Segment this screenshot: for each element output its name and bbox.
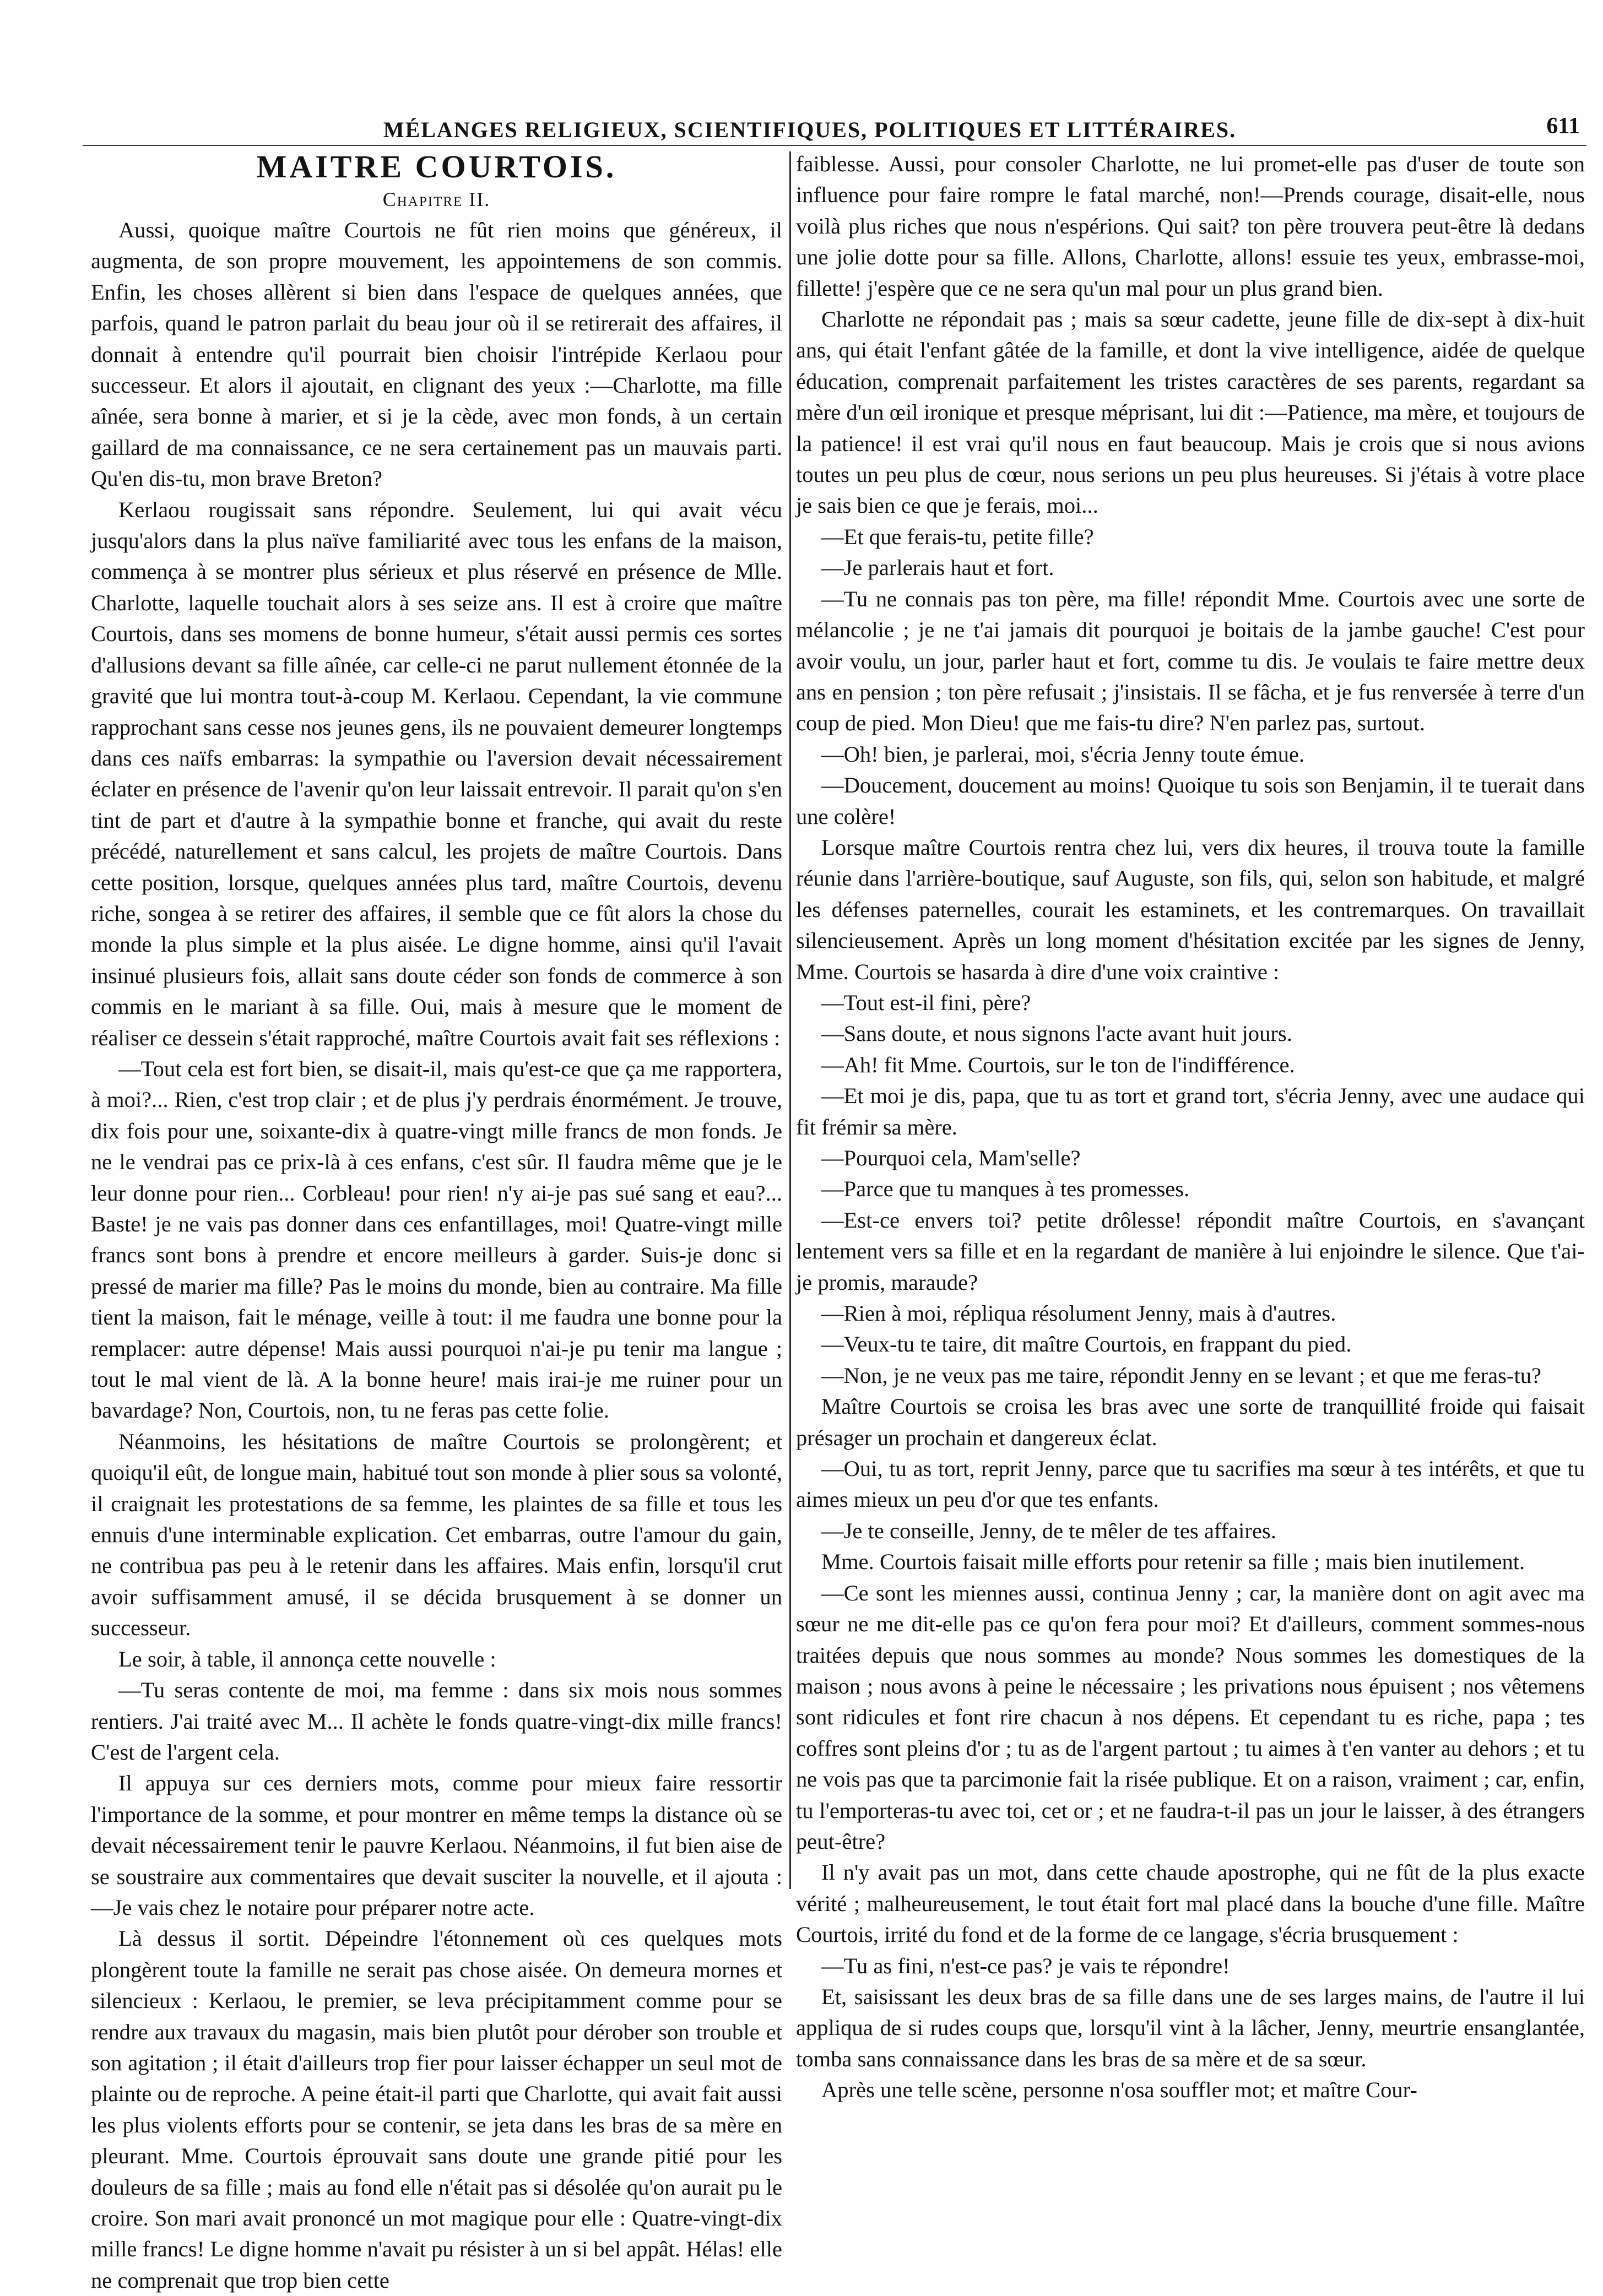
paragraph: Kerlaou rougissait sans répondre. Seulement, lui qui avait vécu jusqu'alors dans la plus naïve familiarité avec tous les enfans de la maison, commença à se montrer plus sérieux et plus réservé en présence de Mlle. Charlotte, laquelle touchait alors à ses seize ans. Il est à croire que maître Courtois, dans ses momens de bonne humeur, s'était aussi permis ces sortes d'allusions devant sa fille aînée, car celle-ci ne parut nullement étonnée de la gravité que lui montra tout-à-coup M. Kerlaou. Cependant, la vie commune rapprochant sans cesse nos jeunes gens, ils ne pouvaient demeurer longtemps dans ces naïfs embarras: la sympathie ou l'aversion devait nécessairement éclater en présence de l'avenir qu'on leur laissait entrevoir. Il parait qu'on s'en tint de part et d'autre à la sympathie bonne et franche, qui avait du reste précédé, naturellement et sans calcul, les projets de maître Courtois. Dans cette position, lorsque, quelques années plus tard, maître Courtois, devenu riche, songea à se retirer des affaires, il semble que ce fût alors la chose du monde la plus simple et la plus aisée. Le digne homme, ainsi qu'il l'avait insinué plusieurs fois, allait sans doute céder son fonds de commerce à son commis en le mariant à sa fille. Oui, mais à mesure que le moment de réaliser ce dessein s'était rapproché, maître Courtois avait fait ses réflexions : — [91, 497, 782, 1050]
paragraph: Mme. Courtois faisait mille efforts pour retenir sa fille ; mais bien inutilement. — [821, 1549, 1525, 1575]
paragraph: —Pourquoi cela, Mam'selle? — [821, 1146, 1081, 1170]
column-divider — [789, 151, 791, 1889]
paragraph: —Ce sont les miennes aussi, continua Jenny ; car, la manière dont on agit avec ma sœur ne me dit-elle pas ce qu'on fera pour moi? Et d'ailleurs, comment sommes-nous traitées depuis que nous sommes au monde? Nous sommes les domestiques de la maison ; nous avons à peine le nécessaire ; les privations nous épuisent ; nos vêtemens sont ridicules et font rire chacun à nos dépens. Et cependant tu es riche, papa ; tes coffres sont pleins d'or ; tu as de l'argent partout ; tu aimes à t'en vanter au dehors ; et tu ne vois pas que ta parcimonie fait la risée publique. Et on a raison, vraiment ; car, enfin, tu l'emporteras-tu avec toi, cet or ; et ne faudra-t-il pas un jour le laisser, à des étrangers peut-être? — [796, 1580, 1585, 1854]
paragraph: —Oh! bien, je parlerai, moi, s'écria Jenny toute émue. — [821, 741, 1305, 767]
page-number: 611 — [1546, 113, 1580, 139]
paragraph: —Est-ce envers toi? petite drôlesse! répondit maître Courtois, en s'avançant lentement vers sa fille et en la regardant de manière à lui enjoindre le silence. Que t'ai-je promis, maraude? — [796, 1207, 1585, 1295]
paragraph: —Je te conseille, Jenny, de te mêler de tes affaires. — [821, 1518, 1276, 1543]
paragraph: —Et que ferais-tu, petite fille? — [821, 524, 1094, 549]
header-rule — [83, 145, 1586, 146]
paragraph: —Sans doute, et nous signons l'acte avant huit jours. — [821, 1021, 1292, 1046]
paragraph: —Tu seras contente de moi, ma femme : dans six mois nous sommes rentiers. J'ai traité avec M... Il achète le fonds quatre-vingt-dix mille francs! C'est de l'argent cela. — [91, 1678, 782, 1765]
paragraph: faiblesse. Aussi, pour consoler Charlotte, ne lui promet-elle pas d'user de toute son influence pour faire rompre le fatal marché, non!—Prends courage, disait-elle, nous voilà plus riches que nous n'espérions. Qui sait? ton père trouvera peut-être là dedans une jolie dotte pour sa fille. Allons, Charlotte, allons! essuie tes yeux, embrasse-moi, fillette! j'espère que ce ne sera qu'un mal pour un plus grand bien. — [796, 151, 1585, 301]
paragraph: —Doucement, doucement au moins! Quoique tu sois son Benjamin, il te tuerait dans une colère! — [796, 773, 1585, 829]
paragraph: —Parce que tu manques à tes promesses. — [821, 1176, 1190, 1202]
paragraph: —Oui, tu as tort, reprit Jenny, parce que tu sacrifies ma sœur à tes intérêts, et que tu aimes mieux un peu d'or que tes enfants. — [796, 1456, 1585, 1512]
paragraph: —Ah! fit Mme. Courtois, sur le ton de l'indifférence. — [821, 1052, 1295, 1077]
paragraph: —Non, je ne veux pas me taire, répondit Jenny en se levant ; et que me feras-tu? — [821, 1363, 1542, 1388]
paragraph: —Et moi je dis, papa, que tu as tort et grand tort, s'écria Jenny, avec une audace qui fit frémir sa mère. — [796, 1083, 1585, 1139]
paragraph: Et, saisissant les deux bras de sa fille dans une de ses larges mains, de l'autre il lui appliqua de si rudes coups que, lorsqu'il vint à la lâcher, Jenny, meurtrie ensanglantée, tomba sans connaissance dans les bras de sa mère et de sa sœur. — [796, 1984, 1585, 2071]
paragraph: Là dessus il sortit. Dépeindre l'étonnement où ces quelques mots plongèrent toute la famille ne serait pas chose aisée. On demeura mornes et silencieux : Kerlaou, le premier, se leva précipitamment comme pour se rendre aux travaux du magasin, mais bien plutôt pour dérober son trouble et son agitation ; il était d'ailleurs trop fier pour laisser échapper un seul mot de plainte ou de reproche. A peine était-il parti que Charlotte, qui avait fait aussi les plus violents efforts pour se contenir, se jeta dans les bras de sa mère en pleurant. Mme. Courtois éprouvait sans doute une grande pitié pour les douleurs de sa fille ; mais au fond elle n'était pas si désolée qu'on aurait pu le croire. Son mari avait prononcé un mot magique pour elle : Quatre-vingt-dix mille francs! Le digne homme n'avait pu résister à un si bel appât. Hélas! elle ne comprenait que trop bien cette — [91, 1926, 782, 2293]
chapter-heading: Chapitre II. — [382, 188, 491, 210]
running-title: MÉLANGES RELIGIEUX, SCIENTIFIQUES, POLITIQUES ET LITTÉRAIRES. — [383, 117, 1237, 142]
paragraph: —Tu as fini, n'est-ce pas? je vais te répondre! — [821, 1953, 1230, 1978]
paragraph: —Rien à moi, répliqua résolument Jenny, mais à d'autres. — [821, 1301, 1336, 1326]
paragraph: —Tu ne connais pas ton père, ma fille! répondit Mme. Courtois avec une sorte de mélancolie ; je ne t'ai jamais dit pourquoi je boitais de la jambe gauche! C'est pour avoir voulu, un jour, parler haut et fort, comme tu dis. Je voulais te faire mettre deux ans en pension ; ton père refusait ; j'insistais. Il se fâcha, et je fus renversée à terre d'un coup de pied. Mon Dieu! que me fais-tu dire? N'en parlez pas, surtout. — [796, 586, 1585, 736]
paragraph: —Je parlerais haut et fort. — [821, 555, 1054, 580]
paragraph: Néanmoins, les hésitations de maître Courtois se prolongèrent; et quoiqu'il eût, de longue main, habitué tout son monde à plier sous sa volonté, il craignait les protestations de sa femme, les plaintes de sa fille et tous les ennuis d'une interminable explication. Cet embarras, outre l'amour du gain, ne contribua pas peu à le retenir dans les affaires. Mais enfin, lorsqu'il crut avoir suffisamment amusé, il se décida brusquement à se donner un successeur. — [91, 1429, 782, 1641]
paragraph: —Tout cela est fort bien, se disait-il, mais qu'est-ce que ça me rapportera, à moi?... Rien, c'est trop clair ; et de plus j'y perdrais énormément. Je trouve, dix fois pour une, soixante-dix à quatre-vingt mille francs de mon fonds. Je ne le vendrai pas ce prix-là à ces enfans, c'est sûr. Il faudra même que je le leur donne pour rien... Corbleau! pour rien! n'y ai-je pas sué sang et eau?... Baste! je ne vais pas donner dans ces enfantillages, moi! Quatre-vingt mille francs sont bons à prendre et encore meilleurs à garder. Suis-je donc si pressé de marier ma fille? Pas le moins du monde, bien au contraire. Ma fille tient la maison, fait le ménage, veille à tout: il me faudra une bonne pour la remplacer: autre dépense! Mais aussi pourquoi n'ai-je pu tenir ma langue ; tout le mal vient de là. A la bonne heure! mais irai-je me ruiner pour un bavardage? Non, Courtois, non, tu ne feras pas cette folie. — [91, 1056, 782, 1423]
paragraph: Il appuya sur ces derniers mots, comme pour mieux faire ressortir l'importance de la somme, et pour montrer en même temps la distance où se devait nécessairement tenir le pauvre Kerlaou. Néanmoins, il fut bien aise de se soustraire aux commentaires que devait susciter la nouvelle, et il ajouta :—Je vais chez le notaire pour préparer notre acte. — [91, 1771, 782, 1920]
paragraph: Il n'y avait pas un mot, dans cette chaude apostrophe, qui ne fût de la plus exacte vérité ; malheureusement, le tout était fort mal placé dans la bouche d'une fille. Maître Courtois, irrité du fond et de la forme de ce langage, s'écria brusquement : — [796, 1860, 1585, 1947]
paragraph: Aussi, quoique maître Courtois ne fût rien moins que généreux, il augmenta, de son propre mouvement, les appointemens de son commis. Enfin, les choses allèrent si bien dans l'espace de quelques années, que parfois, quand le patron parlait du beau jour où il se retirerait des affaires, il donnait à entendre qu'il pourrait bien choisir l'intrépide Kerlaou pour successeur. Et alors il ajoutait, en clignant des yeux :—Charlotte, ma fille aînée, sera bonne à marier, et si je la cède, avec mon fonds, à un certain gaillard de ma connaissance, ce ne sera certainement pas un mauvais parti. Qu'en dis-tu, mon brave Breton? — [91, 218, 782, 491]
paragraph: Après une telle scène, personne n'osa souffler mot; et maître Cour- — [821, 2077, 1417, 2103]
paragraph: Maître Courtois se croisa les bras avec une sorte de tranquillité froide qui faisait présager un prochain et dangereux éclat. — [796, 1394, 1585, 1450]
article-title: MAITRE COURTOIS. — [256, 149, 617, 184]
paragraph: —Tout est-il fini, père? — [821, 990, 1031, 1015]
paragraph: Le soir, à table, il annonça cette nouvelle : — [118, 1646, 496, 1671]
paragraph: —Veux-tu te taire, dit maître Courtois, en frappant du pied. — [821, 1332, 1352, 1357]
right-column — [796, 149, 1585, 2103]
paragraph: Lorsque maître Courtois rentra chez lui, vers dix heures, il trouva toute la famille réunie dans l'arrière-boutique, sauf Auguste, son fils, qui, selon son habitude, et malgré les défenses paternelles, courait les estaminets, et les contremarques. On travaillait silencieusement. Après un long moment d'hésitation excitée par les signes de Jenny, Mme. Courtois se hasarda à dire d'une voix craintive : — [796, 834, 1585, 984]
paragraph: Charlotte ne répondait pas ; mais sa sœur cadette, jeune fille de dix-sept à dix-huit ans, qui était l'enfant gâtée de la famille, et dont la vive intelligence, aidée de quelque éducation, comprenait parfaitement les tristes caractères de ses parents, regardant sa mère d'un œil ironique et presque méprisant, lui dit :—Patience, ma mère, et toujours de la patience! il est vrai qu'il nous en faut beaucoup. Mais je crois que si nous avions toutes un peu plus de cœur, nous serions un peu plus heureuses. Si j'étais à votre place je sais bien ce que je ferais, moi... — [796, 307, 1585, 518]
left-column — [91, 149, 782, 2293]
